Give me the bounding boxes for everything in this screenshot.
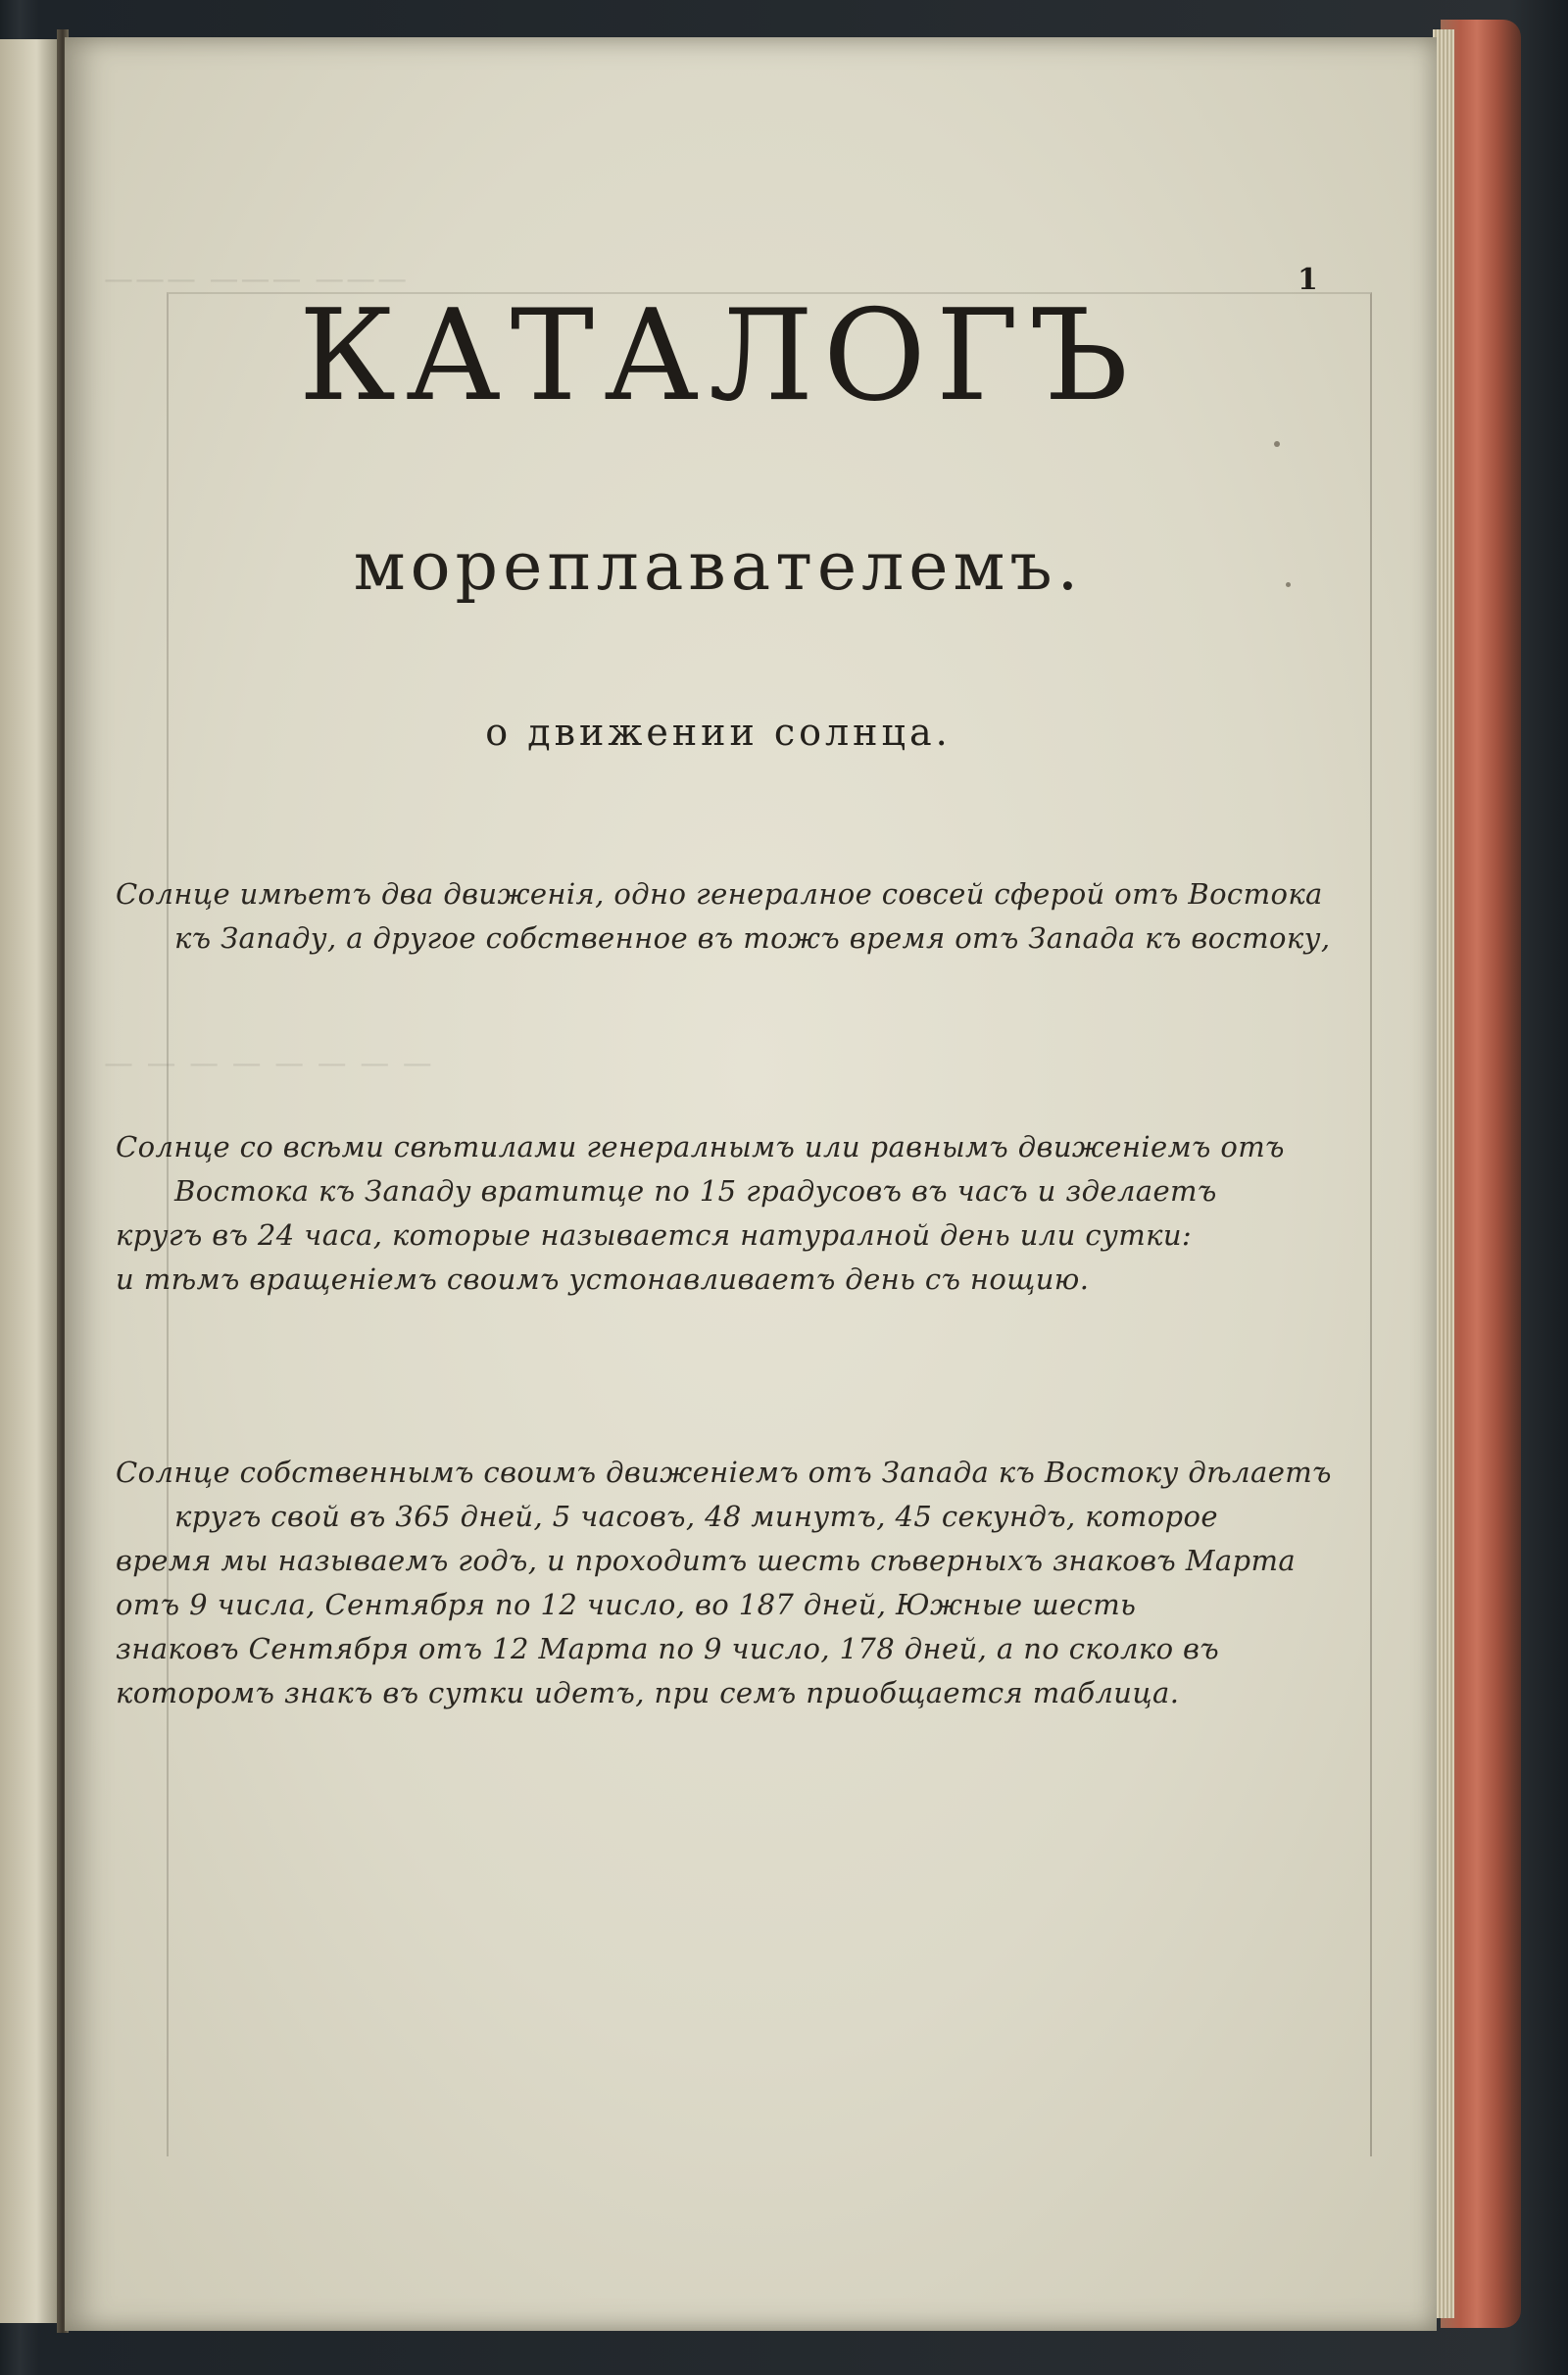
paragraph-3 [116,1451,1332,1715]
paragraph-line: къ Западу, а другое собственное въ тожъ время отъ Запада къ востоку, [174,921,1331,955]
paragraph-line: время мы называемъ годъ, и проходитъ шесть сѣверныхъ знаковъ Марта [116,1544,1297,1577]
paragraph-line: Востока къ Западу вратитце по 15 градусовъ въ часъ и зделаетъ [174,1174,1217,1208]
paragraph-line: кругъ въ 24 часа, которые называется натуралной день или сутки: [116,1218,1193,1252]
paragraph-2 [116,1125,1301,1302]
paragraph-line: Солнце имѣетъ два движенія, одно генералное совсей сферой отъ Востока [116,877,1323,911]
paragraph-line: отъ 9 числа, Сентября по 12 число, во 187 дней, Южные шесть [116,1588,1137,1621]
section-heading: о движении солнца. [485,711,952,754]
page-number: 1 [1298,263,1318,297]
bleed-through-marks-2: — — — — — — — — [104,1047,434,1081]
paragraph-line: и тѣмъ вращенiемъ своимъ устонавливаетъ день съ нощию. [116,1262,1090,1296]
page-subtitle: мореплавателемъ. [353,528,1084,606]
paragraph-line: которомъ знакъ въ сутки идетъ, при семъ приобщается таблица. [116,1676,1180,1709]
page-title: КАТАЛОГЪ [298,283,1139,429]
paragraph-line: знаковъ Сентября отъ 12 Марта по 9 число, 178 дней, а по сколко въ [116,1632,1220,1665]
paragraph-line: Солнце со всѣми свѣтилами генералнымъ или равнымъ движенiемъ отъ [116,1130,1285,1163]
paragraph-line: Солнце собственнымъ своимъ движенiемъ отъ Запада къ Востоку дѣлаетъ [116,1456,1332,1489]
ink-spot [1274,441,1280,447]
paragraph-1 [116,872,1331,961]
paragraph-line: кругъ свой въ 365 дней, 5 часовъ, 48 минутъ, 45 секундъ, которое [174,1500,1218,1533]
bleed-through-marks: ——— ——— ——— [104,263,410,297]
